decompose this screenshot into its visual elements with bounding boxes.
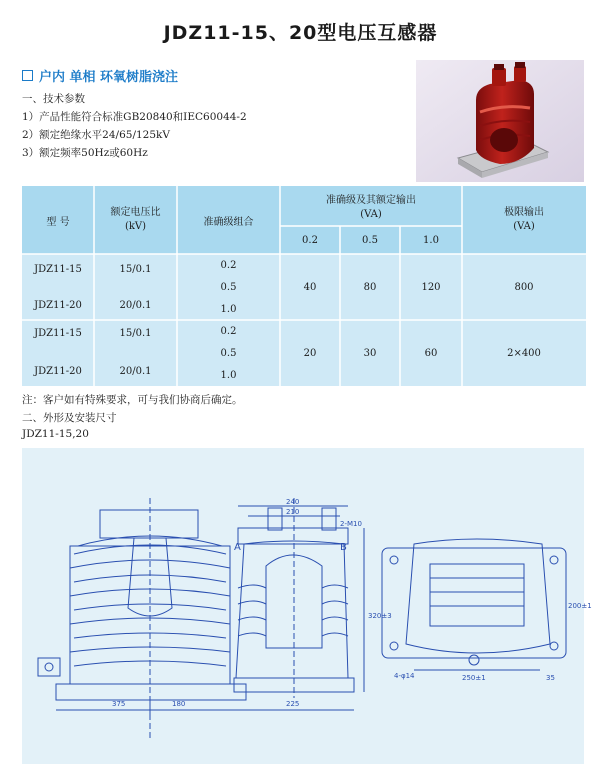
- header-class-0.2: 0.2: [302, 234, 318, 246]
- table-cell-model: JDZ11-20: [34, 299, 82, 311]
- terminal-b-label: B: [340, 542, 347, 553]
- table-cell-accuracy: 1.0: [220, 303, 237, 315]
- table-cell-output: 80: [363, 281, 377, 293]
- table-cell-accuracy: 1.0: [220, 369, 237, 381]
- outline-drawing-icon: [22, 448, 592, 764]
- header-ratio-unit: (kV): [124, 220, 147, 232]
- spec-item-3: 3）额定频率50Hz或60Hz: [22, 147, 148, 159]
- terminal-a-label: A: [234, 542, 241, 553]
- square-icon: [22, 70, 33, 81]
- spec-item-2: 2）额定绝缘水平24/65/125kV: [22, 129, 170, 141]
- dim-bolt: 2-M10: [340, 520, 362, 528]
- header-class-0.5: 0.5: [362, 234, 378, 246]
- header-model: 型 号: [46, 216, 70, 228]
- dim-250: 250±1: [462, 674, 486, 682]
- dim-240: 240: [286, 498, 300, 506]
- header-output: 准确级及其额定输出: [326, 194, 416, 206]
- spec-heading: 一、技术参数: [22, 93, 85, 105]
- product-photo: [416, 60, 584, 182]
- spec-item-1: 1）产品性能符合标准GB20840和IEC60044-2: [22, 111, 247, 123]
- dimension-drawing: [22, 448, 592, 764]
- table-cell-accuracy: 0.5: [220, 347, 237, 359]
- table-cell-model: JDZ11-15: [34, 263, 82, 275]
- section-title: 户内 单相 环氧树脂浇注: [39, 70, 179, 85]
- table-cell-limit: 2×400: [507, 347, 541, 359]
- customer-note: 注：客户如有特殊要求，可与我们协商后确定。: [22, 394, 243, 406]
- dim-225: 225: [286, 700, 300, 708]
- dim-200: 200±1: [568, 602, 592, 610]
- header-limit-unit: (VA): [513, 220, 535, 232]
- table-cell-output: 30: [363, 347, 377, 359]
- dim-holes: 4-φ14: [394, 672, 415, 680]
- table-cell-model: JDZ11-20: [34, 365, 82, 377]
- dim-180: 180: [172, 700, 186, 708]
- spec-table: [22, 186, 586, 386]
- table-cell-output: 60: [424, 347, 438, 359]
- table-cell-accuracy: 0.5: [220, 281, 237, 293]
- dimensions-model: JDZ11-15,20: [22, 428, 89, 440]
- dim-320: 320±3: [368, 612, 392, 620]
- dimensions-heading: 二、外形及安装尺寸: [22, 412, 117, 424]
- header-ratio: 额定电压比: [110, 206, 161, 218]
- table-cell-ratio: 15/0.1: [119, 263, 152, 275]
- section-heading: [22, 66, 178, 85]
- table-cell-ratio: 15/0.1: [119, 327, 152, 339]
- page-title: JDZ11-15、20型电压互感器: [163, 22, 438, 44]
- transformer-photo-icon: [416, 60, 584, 182]
- table-cell-limit: 800: [514, 281, 534, 293]
- table-cell-output: 40: [303, 281, 317, 293]
- header-class-1.0: 1.0: [423, 234, 439, 246]
- table-cell-output: 120: [421, 281, 441, 293]
- table-cell-ratio: 20/0.1: [119, 365, 152, 377]
- table-cell-ratio: 20/0.1: [119, 299, 152, 311]
- header-output-unit: (VA): [360, 208, 382, 220]
- header-limit: 极限输出: [504, 206, 544, 218]
- table-cell-model: JDZ11-15: [34, 327, 82, 339]
- header-accuracy: 准确级组合: [203, 216, 254, 228]
- dim-210: 210: [286, 508, 300, 516]
- dim-375: 375: [112, 700, 126, 708]
- table-cell-output: 20: [303, 347, 317, 359]
- table-cell-accuracy: 0.2: [220, 259, 237, 271]
- table-cell-accuracy: 0.2: [220, 325, 237, 337]
- dim-35: 35: [546, 674, 555, 682]
